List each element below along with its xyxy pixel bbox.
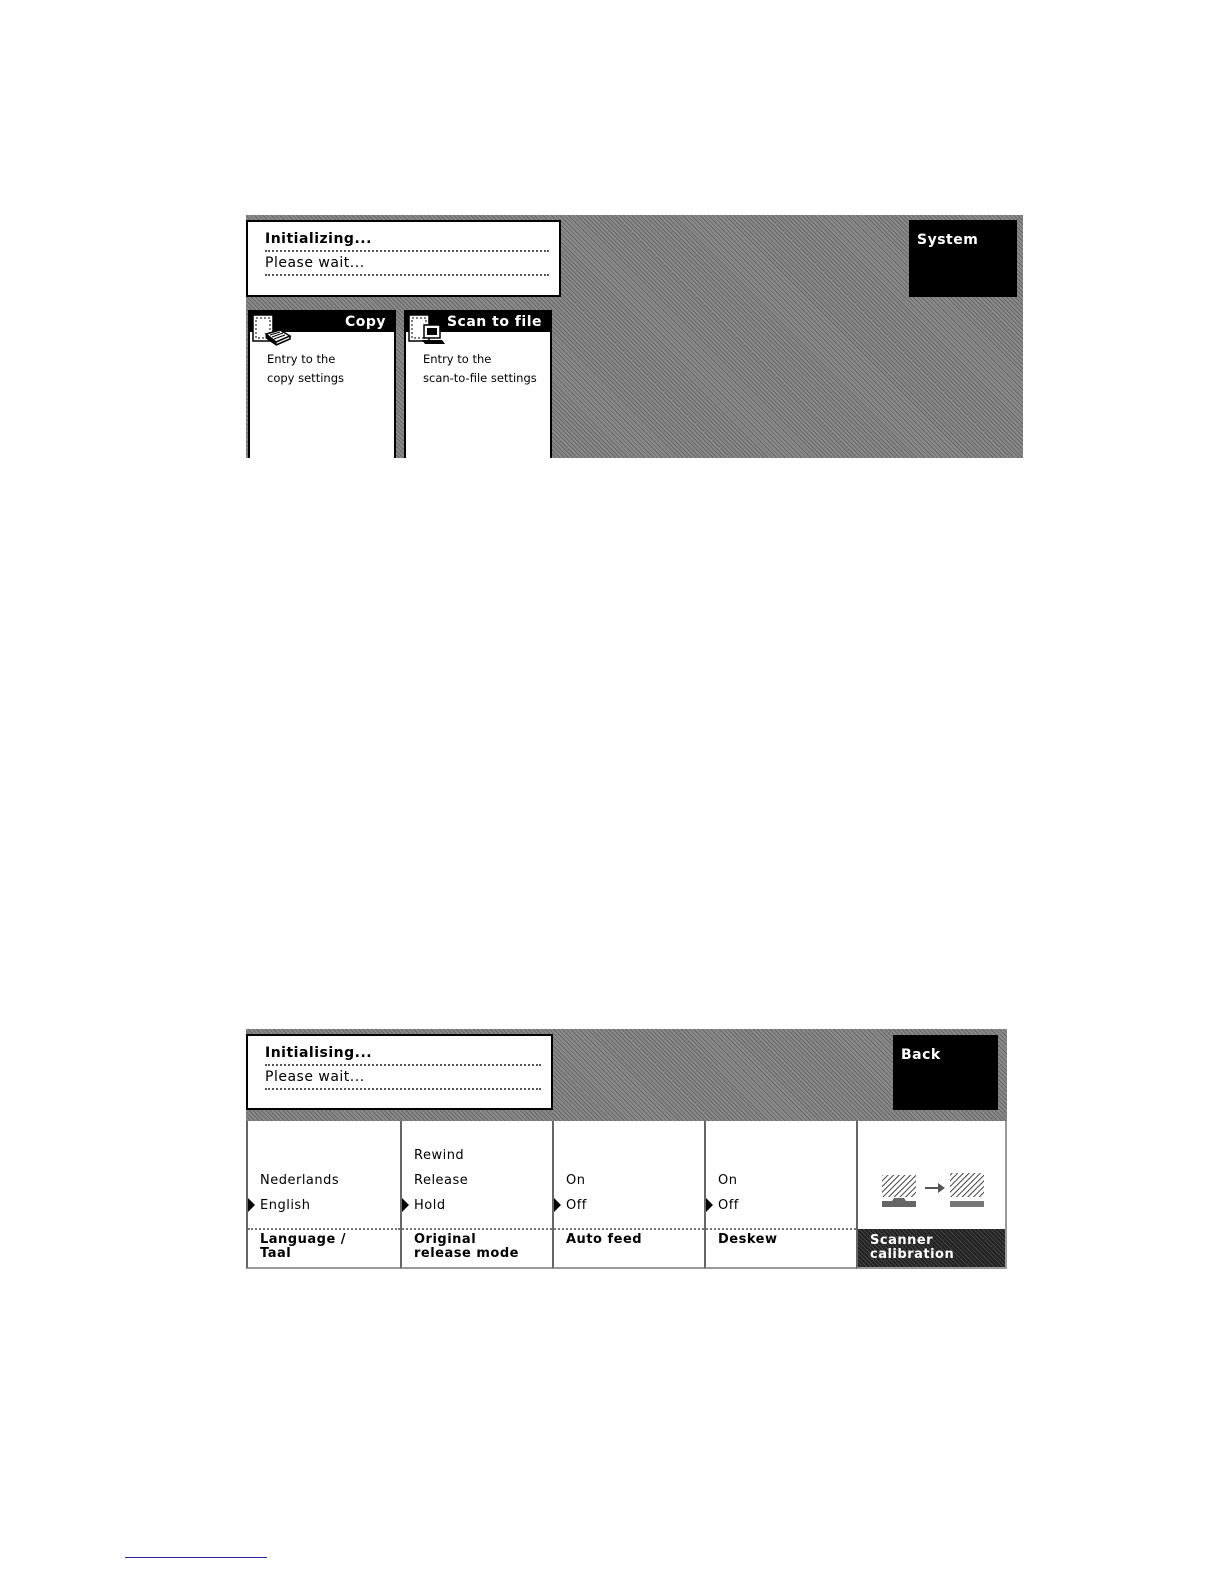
- original-release-mode-setting[interactable]: [400, 1121, 552, 1269]
- scan-to-file-card-title: Scan to file: [406, 312, 550, 332]
- top-bar: [246, 1029, 1007, 1121]
- copy-icon: [252, 314, 292, 346]
- main-menu-screen: [246, 215, 1023, 458]
- scanner-calibration-button[interactable]: [856, 1121, 1007, 1269]
- label-line: Scanner: [870, 1233, 934, 1248]
- deskew-setting[interactable]: [704, 1121, 856, 1269]
- option-nederlands[interactable]: Nederlands: [260, 1173, 340, 1188]
- setting-label: [566, 1233, 642, 1247]
- option-release[interactable]: Release: [414, 1173, 469, 1188]
- label-line: Taal: [260, 1246, 292, 1261]
- system-settings-screen: [246, 1029, 1007, 1269]
- label-line: Language /: [260, 1232, 347, 1247]
- divider: [248, 1228, 400, 1230]
- option-rewind[interactable]: Rewind: [414, 1148, 465, 1163]
- footnote-separator: [125, 1557, 267, 1558]
- copy-card-description: [267, 350, 344, 388]
- divider: [554, 1228, 704, 1230]
- status-title: Initialising...: [265, 1045, 373, 1061]
- divider: [265, 1088, 541, 1090]
- label-line: Original: [414, 1232, 477, 1247]
- option-off[interactable]: Off: [566, 1198, 587, 1213]
- option-off[interactable]: Off: [718, 1198, 739, 1213]
- status-box: [246, 1034, 553, 1110]
- desc-line: Entry to the: [423, 352, 492, 366]
- label-line: Auto feed: [566, 1232, 643, 1247]
- option-hold[interactable]: Hold: [414, 1198, 446, 1213]
- scan-to-file-icon: [408, 314, 448, 346]
- label-line: release mode: [414, 1246, 519, 1261]
- scan-to-file-card-description: [423, 350, 537, 388]
- option-on[interactable]: On: [718, 1173, 738, 1188]
- selected-marker-icon: [554, 1198, 561, 1212]
- desc-line: copy settings: [267, 371, 344, 385]
- desc-line: scan-to-file settings: [423, 371, 537, 385]
- status-box: [246, 220, 561, 297]
- setting-label: [414, 1233, 519, 1261]
- system-button[interactable]: System: [909, 220, 1017, 297]
- scanner-calibration-icon: [880, 1171, 990, 1211]
- selected-marker-icon: [706, 1198, 713, 1212]
- divider: [265, 250, 549, 252]
- copy-card[interactable]: [248, 310, 396, 458]
- scanner-calibration-label: [858, 1229, 1005, 1267]
- status-message: Please wait...: [265, 1069, 365, 1085]
- option-on[interactable]: On: [566, 1173, 586, 1188]
- selected-marker-icon: [248, 1198, 255, 1212]
- status-message: Please wait...: [265, 255, 365, 271]
- label-line: calibration: [870, 1247, 955, 1262]
- divider: [706, 1228, 856, 1230]
- option-english[interactable]: English: [260, 1198, 311, 1213]
- setting-label: [718, 1233, 777, 1247]
- language-setting[interactable]: [246, 1121, 400, 1269]
- back-button[interactable]: Back: [893, 1035, 998, 1110]
- divider: [402, 1228, 552, 1230]
- desc-line: Entry to the: [267, 352, 336, 366]
- selected-marker-icon: [402, 1198, 409, 1212]
- scan-to-file-card[interactable]: [404, 310, 552, 458]
- status-title: Initializing...: [265, 231, 372, 247]
- copy-card-title: Copy: [250, 312, 394, 332]
- divider: [265, 274, 549, 276]
- setting-label: [260, 1233, 346, 1261]
- label-line: Deskew: [718, 1232, 778, 1247]
- auto-feed-setting[interactable]: [552, 1121, 704, 1269]
- divider: [265, 1064, 541, 1066]
